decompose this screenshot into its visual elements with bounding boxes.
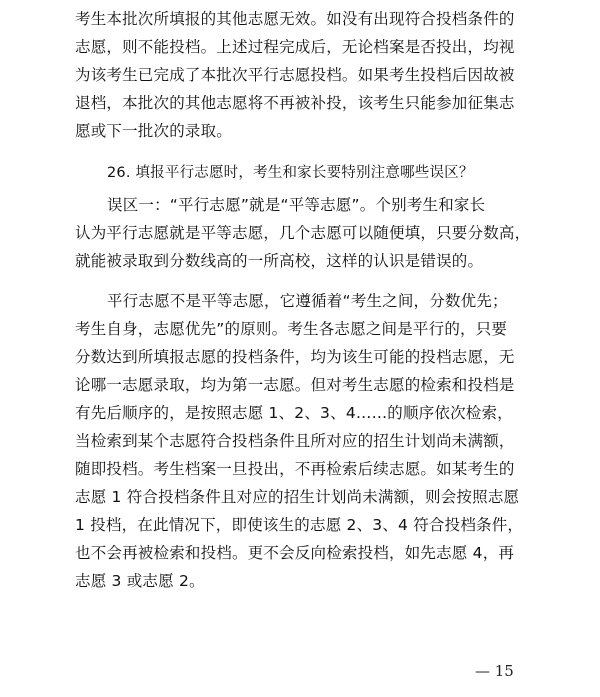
question-heading [75,159,535,187]
text-line: 志愿，则不能投档。上述过程完成后，无论档案是否投出，均视 [75,38,515,56]
text-line: 志愿 1 符合投档条件且对应的招生计划尚未满额，则会按照志愿 [75,488,520,506]
text-line: 误区一：“平行志愿”就是“平等志愿”。个别考生和家长 [107,196,486,214]
text-line: 就能被录取到分数线高的一所高校，这样的认识是错误的。 [75,252,484,270]
text-line: 平行志愿不是平等志愿，它遵循着“考生之间，分数优先； [107,292,508,310]
paragraph-explanation [75,287,535,595]
text-line: 当检索到某个志愿符合投档条件且所对应的招生计划尚未满额， [75,432,515,450]
paragraph-misconception [75,191,535,275]
text-line: 随即投档。考生档案一旦投出，不再检索后续志愿。如某考生的 [75,460,515,478]
text-line: 退档，本批次的其他志愿将不再被补投，该考生只能参加征集志 [75,94,515,112]
text-line: 1 投档，在此情况下，即使该生的志愿 2、3、4 符合投档条件， [75,516,524,534]
text-line: 志愿 3 或志愿 2。 [75,572,205,590]
text-line: 论哪一志愿录取，均为第一志愿。但对考生志愿的检索和投档是 [75,376,515,394]
text-line: 认为平行志愿就是平等志愿，几个志愿可以随便填，只要分数高， [75,224,531,242]
text-line: 分数达到所填报志愿的投档条件，均为该生可能的投档志愿，无 [75,348,515,366]
paragraph-continued [75,5,535,145]
text-line: 为该考生已完成了本批次平行志愿投档。如果考生投档后因故被 [75,66,515,84]
text-line: 考生自身，志愿优先”的原则。考生各志愿之间是平行的，只要 [75,320,508,338]
text-line: 也不会再被检索和投档。更不会反向检索投档，如先志愿 4，再 [75,544,515,562]
page-number: — 15 [475,662,514,680]
question-line: 26. 填报平行志愿时，考生和家长要特别注意哪些误区？ [107,165,474,181]
text-line: 考生本批次所填报的其他志愿无效。如没有出现符合投档条件的 [75,10,515,28]
text-line: 有先后顺序的，是按照志愿 1、2、3、4……的顺序依次检索， [75,404,513,422]
text-line: 愿或下一批次的录取。 [75,122,233,140]
